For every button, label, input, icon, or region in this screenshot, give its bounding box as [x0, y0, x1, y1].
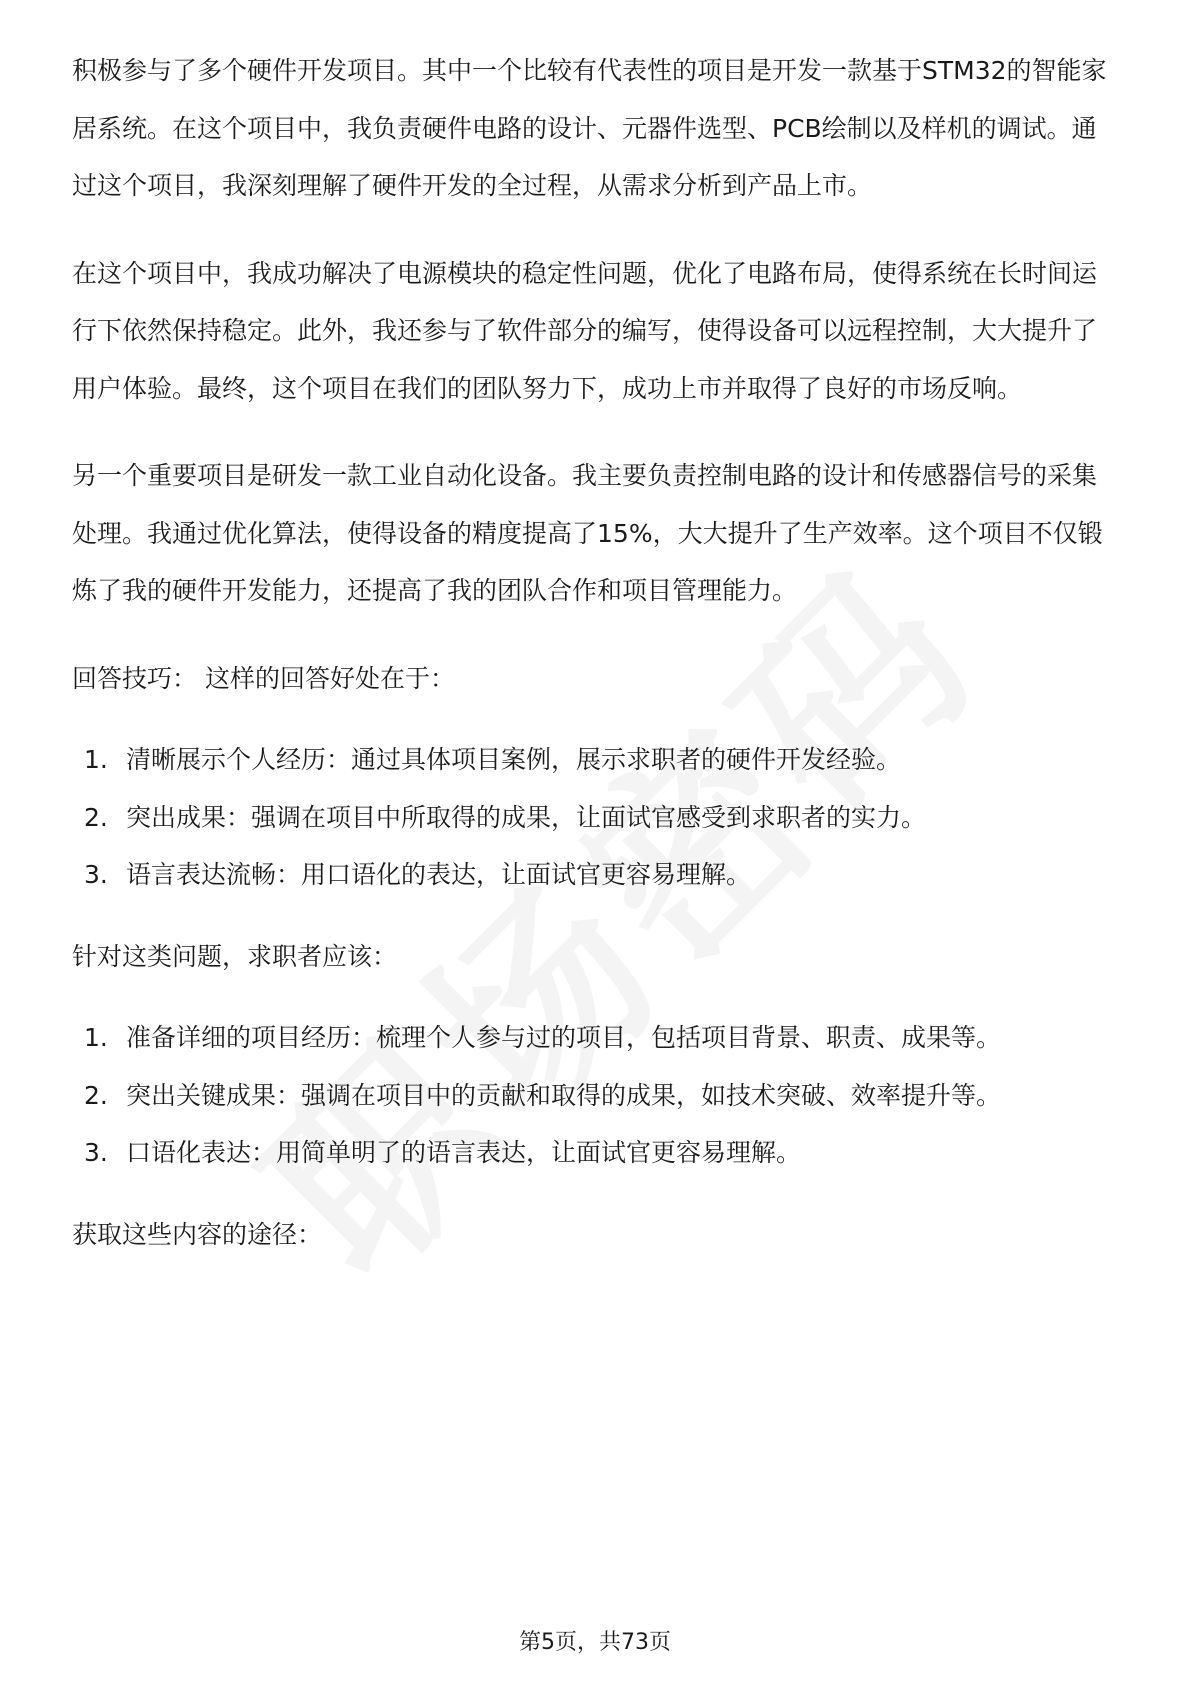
list-number: 3. [84, 860, 108, 889]
page-footer: 第5页，共73页 [519, 1630, 671, 1655]
list-item [72, 846, 1118, 904]
list-item [72, 1067, 1118, 1125]
list-item-text: 清晰展示个人经历：通过具体项目案例，展示求职者的硬件开发经验。 [126, 745, 902, 774]
list-item-text: 突出关键成果：强调在项目中的贡献和取得的成果，如技术突破、效率提升等。 [126, 1080, 1002, 1110]
sources-heading: 获取这些内容的途径： [72, 1219, 323, 1249]
list-number: 1. [84, 1023, 108, 1052]
list-item [72, 789, 1118, 847]
list-item-text: 语言表达流畅：用口语化的表达，让面试官更容易理解。 [126, 860, 752, 889]
paragraph-3: 另一个重要项目是研发一款工业自动化设备。我主要负责控制电路的设计和传感器信号的采集处理。我通过优化算法，使得设备的精度提高了15%，大大提升了生产效率。这个项目不仅锻炼了我的硬件开发能力，还提高了我的团队合作和项目管理能力。 [72, 461, 1103, 605]
tips-heading: 回答技巧： 这样的回答好处在于： [72, 663, 455, 693]
list-number: 2. [84, 1080, 108, 1110]
advice-heading: 针对这类问题，求职者应该： [72, 941, 398, 971]
tips-list [72, 731, 1118, 904]
list-item [72, 1009, 1118, 1067]
list-item [72, 1124, 1118, 1182]
list-item-text: 准备详细的项目经历：梳理个人参与过的项目，包括项目背景、职责、成果等。 [126, 1023, 1002, 1052]
paragraph-1: 积极参与了多个硬件开发项目。其中一个比较有代表性的项目是开发一款基于STM32的智能家居系统。在这个项目中，我负责硬件电路的设计、元器件选型、PCB绘制以及样机的调试。通过这个项目，我深刻理解了硬件开发的全过程，从需求分析到产品上市。 [72, 56, 1107, 200]
list-number: 2. [84, 802, 108, 832]
list-number: 1. [84, 745, 108, 774]
list-item [72, 731, 1118, 789]
list-number: 3. [84, 1138, 108, 1167]
advice-list [72, 1009, 1118, 1182]
page-content [72, 42, 1118, 1287]
list-item-text: 突出成果：强调在项目中所取得的成果，让面试官感受到求职者的实力。 [126, 802, 927, 832]
paragraph-2: 在这个项目中，我成功解决了电源模块的稳定性问题，优化了电路布局，使得系统在长时间运行下依然保持稳定。此外，我还参与了软件部分的编写，使得设备可以远程控制，大大提升了用户体验。最终，这个项目在我们的团队努力下，成功上市并取得了良好的市场反响。 [72, 258, 1098, 403]
list-item-text: 口语化表达：用简单明了的语言表达，让面试官更容易理解。 [126, 1138, 802, 1167]
